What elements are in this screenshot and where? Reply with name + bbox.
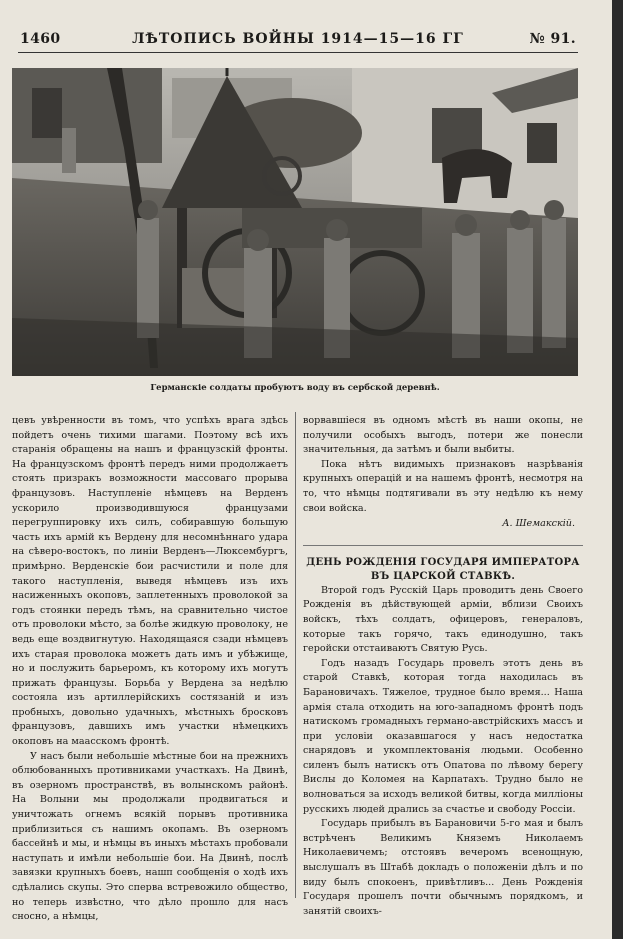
page-number: 1460: [20, 31, 61, 47]
right-paragraph-1: ворвавшіеся въ одномъ мѣстѣ въ наши окопы, не получили особыхъ выгодъ, потери же понесли значительныя, да затѣмъ и были выбиты.: [303, 415, 583, 456]
column-divider: [295, 412, 296, 898]
issue-number: № 91.: [529, 31, 576, 47]
journal-title: ЛѢТОПИСЬ ВОЙНЫ 1914—15—16 ГГ: [132, 31, 464, 47]
right-paragraph-5: Государь прибылъ въ Барановичи 5-го мая и былъ встрѣченъ Великимъ Княземъ Николаемъ Николаевичемъ; отстоявъ вечеромъ всенощную, выслушалъ въ Штабѣ докладъ о положеніи дѣлъ и по виду былъ спокоенъ, привѣтливъ... День Рожденія Государя прошелъ почти обычнымъ порядкомъ, и занятій своихъ-: [303, 818, 583, 917]
photo-caption: Германскіе солдаты пробуютъ воду въ сербской деревнѣ.: [150, 383, 440, 393]
right-paragraph-4: Годъ назадъ Государь провелъ этотъ день въ старой Ставкѣ, которая тогда находилась въ Барановичахъ. Тяжелое, трудное было время... Наша армія стала отходить на юго-западномъ фронтѣ подъ натискомъ громадныхъ германо-австрійскихъ массъ и при условіи оказавшагося у насъ недостатка снарядовъ и укомплектованія людьми. Особенно силенъ былъ натискъ отъ Опатова по лѣвому берегу Вислы до Коломея на Карпатахъ. Трудно было не волноваться за исходъ великой битвы, когда милліоны русскихъ людей дрались за счастье и свободу Россіи.: [303, 657, 583, 815]
header-rule: [18, 52, 578, 53]
left-paragraph-1: цевъ увѣренности въ томъ, что успѣхъ врага здѣсь пойдетъ очень тихими шагами. Поэтому всѣ ихъ старанія обращены на нашъ и французскій фронты. На французскомъ фронтѣ передъ ними продолжаетъ стоять призракъ возможности массоваго прорыва французовъ. Наступленіе нѣмцевъ на Верденъ ускорило производившуюся французами перегруппировку ихъ силъ, собиравшую большую часть ихъ армій къ Вердену для несомнѣннаго удара на сѣверо-востокъ, по линіи Верденъ—Люксембургъ, примѣрно. Верденскіе бои расчистили и поле для такого наступленія, выведя нѣмцевъ изъ ихъ насиженныхъ окоповъ, заплетенныхъ проволокой за годъ стоянки передъ тѣмъ, на сравнительно чистое отъ проволоки мѣсто, за болѣе жидкую проволоку, не ведь еще воздвигнутую. Находящаяся сзади нѣмцевъ ихъ старая проволока можетъ дать имъ и убѣжище, но и послужить барьеромъ, къ которому ихъ могутъ прижать французы. Борьба у Вердена за недѣлю состояла изъ артиллерійскихъ состязаній и изъ пробныхъ, довольно удачныхъ, мѣстныхъ бросковъ французовъ, давшихъ имъ участки нѣмецкихъ окоповъ на маасскомъ фронтѣ.: [12, 415, 288, 748]
author-signature: А. Шемакскій.: [502, 518, 575, 530]
right-column: [303, 414, 583, 919]
right-paragraph-3: Второй годъ Русскій Царь проводитъ день Своего Рожденія въ дѣйствующей арміи, вблизи Своихъ войскъ, тѣхъ солдатъ, офицеровъ, генераловъ, которые такъ горячо, такъ единодушно, такъ геройски отстаиваютъ Святую Русь.: [303, 584, 583, 655]
section-title: ДЕНЬ РОЖДЕНІЯ ГОСУДАРЯ ИМПЕРАТОРА ВЪ ЦАРСКОЙ СТАВКѢ.: [306, 556, 580, 582]
photograph-german-soldiers-well: [12, 68, 578, 376]
section-rule: [303, 545, 583, 546]
right-paragraph-2: Пока нѣтъ видимыхъ признаковъ назрѣванія крупныхъ операцій и на нашемъ фронтѣ, несмотря на то, что нѣмцы подтягивали въ эту недѣлю къ нему свои войска.: [303, 458, 583, 514]
photo-illustration: [12, 68, 578, 376]
page-header: [20, 31, 576, 51]
left-column: [12, 414, 288, 925]
left-paragraph-2: У насъ были небольшіе мѣстные бои на прежнихъ облюбованныхъ противниками участкахъ. На Двинѣ, въ озерномъ пространствѣ, въ волынскомъ районѣ. На Волыни мы продолжали продвигаться и уничтожать огнемъ всякій порывъ противника приблизиться съ нашимъ окопамъ. Въ озерномъ бассейнѣ и мы, и нѣмцы въ иныхъ мѣстахъ пробовали наступать и имѣли небольшіе бои. На Двинѣ, послѣ завязки крупныхъ боевъ, нашп сообщенія о ходѣ ихъ сдѣлались скупы. Это сперва встревожило общество, но теперь извѣстно, что дѣло прошло для насъ сносно, а нѣмцы,: [12, 750, 288, 923]
